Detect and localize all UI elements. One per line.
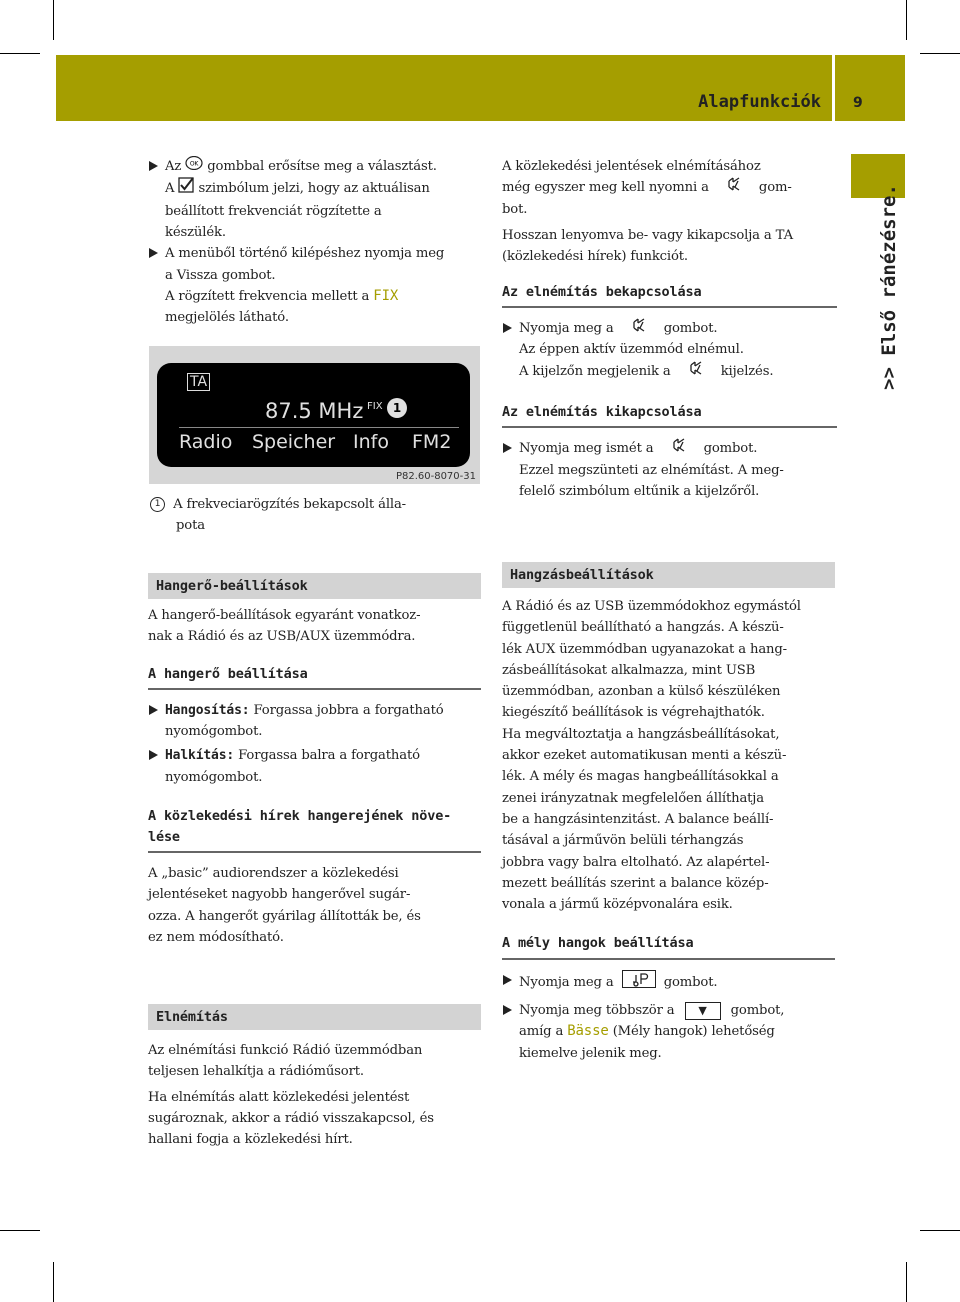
text-line: hallani fogja a közlekedési hírt. xyxy=(148,1132,353,1148)
list-item: Hangosítás: Forgassa jobbra a forgatható xyxy=(148,700,481,721)
menu-speicher: Speicher xyxy=(252,431,336,453)
list-item: Halkítás: Forgassa balra a forgatható xyxy=(148,745,481,766)
text-line: A kijelzőn megjelenik a kijelzés. xyxy=(502,361,837,382)
text-line: A „basic” audiorendszer a közlekedési xyxy=(148,866,399,882)
section-heading: Az elnémítás kikapcsolása xyxy=(502,402,837,428)
text-line: megjelölés látható. xyxy=(165,310,289,326)
crop-mark xyxy=(906,0,907,40)
mute-icon xyxy=(632,318,646,339)
crop-mark xyxy=(53,0,54,40)
text-line: (közlekedési hírek) funkciót. xyxy=(502,249,688,265)
text-line: A hangerő-beállítások egyaránt vonatkoz- xyxy=(148,608,421,623)
volume-section xyxy=(148,573,481,948)
list-item: Nyomja meg többször a ▼ gombot, xyxy=(502,1000,835,1021)
text-line: akkor ezeket automatikusan menti a készü- xyxy=(502,748,787,764)
text: gombbal erősítse meg a választást. xyxy=(207,159,437,175)
ta-indicator: TA xyxy=(187,373,210,391)
section-box-heading: Elnémítás xyxy=(148,1004,481,1030)
list-item xyxy=(148,156,483,177)
text-line: zenei irányzatnak megfelelően állíthatja xyxy=(502,790,764,806)
text-line: Ha megváltoztatja a hangzásbeállításokat, xyxy=(502,726,780,742)
section-heading: A mély hangok beállítása xyxy=(502,933,835,959)
text-line: mezett beállítás szerint a balance közép- xyxy=(502,875,769,891)
text-line: sugároznak, akkor a rádió visszakapcsol, és xyxy=(148,1110,434,1126)
text-line: Ezzel megszünteti az elnémítást. A meg- xyxy=(519,462,784,478)
section-box-heading: Hangerő-beállítások xyxy=(148,573,481,599)
menu-info: Info xyxy=(353,431,389,453)
page-title: Alapfunkciók xyxy=(698,92,821,112)
text-line: ez nem módosítható. xyxy=(148,929,284,945)
basse-highlight: Bässe xyxy=(567,1023,609,1040)
mute-icon xyxy=(727,177,741,198)
text-line: Az elnémítási funkció Rádió üzemmódban xyxy=(148,1043,423,1058)
right-top-column xyxy=(502,156,837,502)
text-line: még egyszer meg kell nyomni a gom- xyxy=(502,177,837,198)
text-line: függetlenül beállítható a hangzás. A készü- xyxy=(502,620,784,636)
figure-caption: 1 A frekveciarögzítés bekapcsolt álla- pota xyxy=(150,494,480,537)
list-item: Nyomja meg a gombot. xyxy=(502,318,837,339)
text-line: nyomógombot. xyxy=(165,724,263,740)
text-line: lék AUX üzemmódban ugyanazokat a hang- xyxy=(502,641,787,657)
mute-icon xyxy=(689,361,703,382)
separator-line xyxy=(179,427,459,428)
crop-mark xyxy=(906,1262,907,1302)
list-item: A menüből történő kilépéshez nyomja meg xyxy=(148,243,483,264)
mute-section xyxy=(148,1004,481,1150)
menu-radio: Radio xyxy=(179,431,233,453)
text-line: kiegészítő beállítások is végrehajthatók. xyxy=(502,705,765,721)
ok-button-icon xyxy=(185,156,203,177)
menu-fm2: FM2 xyxy=(412,431,452,453)
crop-mark xyxy=(920,1230,960,1231)
text-line: jelentéseket nagyobb hangerővel sugár- xyxy=(148,887,411,903)
text-line: lék. A mély és magas hangbeállításokkal a xyxy=(502,769,779,785)
radio-display-image xyxy=(149,346,480,484)
list-item: Nyomja meg a gombot. xyxy=(502,970,835,995)
text: Az xyxy=(165,159,182,175)
page-number: 9 xyxy=(853,95,863,111)
text-line: A közlekedési jelentések elnémításához xyxy=(502,159,761,174)
down-arrow-key-icon: ▼ xyxy=(685,1002,721,1020)
text-line: készülék. xyxy=(165,225,226,241)
text-line: ozza. A hangerőt gyárilag állították be, és xyxy=(148,908,421,924)
section-heading: Az elnémítás bekapcsolása xyxy=(502,282,837,308)
text-line: zásbeállításokat alkalmazza, mint USB xyxy=(502,662,756,678)
crop-mark xyxy=(920,53,960,54)
fix-indicator: FIX xyxy=(367,401,383,412)
list-item: Nyomja meg ismét a gombot. xyxy=(502,438,837,459)
sound-settings-key-icon xyxy=(622,970,656,995)
left-top-column xyxy=(148,156,483,329)
sound-paragraph xyxy=(502,596,835,915)
text-line: Hosszan lenyomva be- vagy kikapcsolja a TA xyxy=(502,228,793,244)
text-line: a Vissza gombot. xyxy=(165,267,276,283)
checkbox-checked-icon xyxy=(178,177,194,200)
crop-mark xyxy=(53,1262,54,1302)
text-line: teljesen lehalkítja a rádióműsort. xyxy=(148,1064,364,1080)
text-line: tásával a járművön belüli térhangzás xyxy=(502,833,744,849)
section-heading: A közlekedési hírek hangerejének növe- lése xyxy=(148,806,481,853)
text-line: vonala a jármű középvonalára esik. xyxy=(502,897,733,913)
callout-marker: 1 xyxy=(387,398,407,418)
svg-text:OK: OK xyxy=(190,160,199,168)
mute-icon xyxy=(672,438,686,459)
crop-mark xyxy=(0,1230,40,1231)
text-line: felelő szimbólum eltűnik a kijelzőről. xyxy=(519,484,760,500)
sound-section xyxy=(502,562,835,1064)
text-line: üzemmódban, azonban a külső készüléken xyxy=(502,684,781,700)
text-line: bot. xyxy=(502,201,528,217)
text-line: pota xyxy=(176,518,205,534)
fix-highlight: FIX xyxy=(373,287,399,304)
frequency-display: 87.5 MHz xyxy=(265,399,364,423)
text-line: A szimbólum jelzi, hogy az aktuálisan xyxy=(148,177,483,200)
section-box-heading: Hangzásbeállítások xyxy=(502,562,835,588)
text-line: Az éppen aktív üzemmód elnémul. xyxy=(519,342,744,358)
image-code: P82.60-8070-31 xyxy=(395,471,476,482)
callout-marker: 1 xyxy=(150,497,165,512)
text-line: nak a Rádió és az USB/AUX üzemmódra. xyxy=(148,629,416,645)
header-bar xyxy=(56,55,905,121)
text-line: A Rádió és az USB üzemmódokhoz egymástól xyxy=(502,599,801,614)
text-line: beállított frekvenciát rögzítette a xyxy=(165,203,382,219)
crop-mark xyxy=(0,53,40,54)
text-line: kiemelve jelenik meg. xyxy=(519,1045,662,1061)
section-heading: A hangerő beállítása xyxy=(148,664,481,690)
radio-screen xyxy=(157,363,470,467)
side-section-label: >> Első ránézésre. xyxy=(878,184,900,390)
header-divider xyxy=(832,55,835,121)
text-line: be a hangzásintenzitást. A balance beállí- xyxy=(502,811,774,827)
text-line: A rögzített frekvencia mellett a FIX xyxy=(165,287,399,304)
text-line: jobbra vagy balra eltolható. Az alapértel- xyxy=(502,854,770,870)
text-line: Ha elnémítás alatt közlekedési jelentést xyxy=(148,1089,410,1105)
text-line: amíg a Bässe (Mély hangok) lehetőség xyxy=(519,1023,775,1040)
text-line: nyomógombot. xyxy=(165,769,263,785)
